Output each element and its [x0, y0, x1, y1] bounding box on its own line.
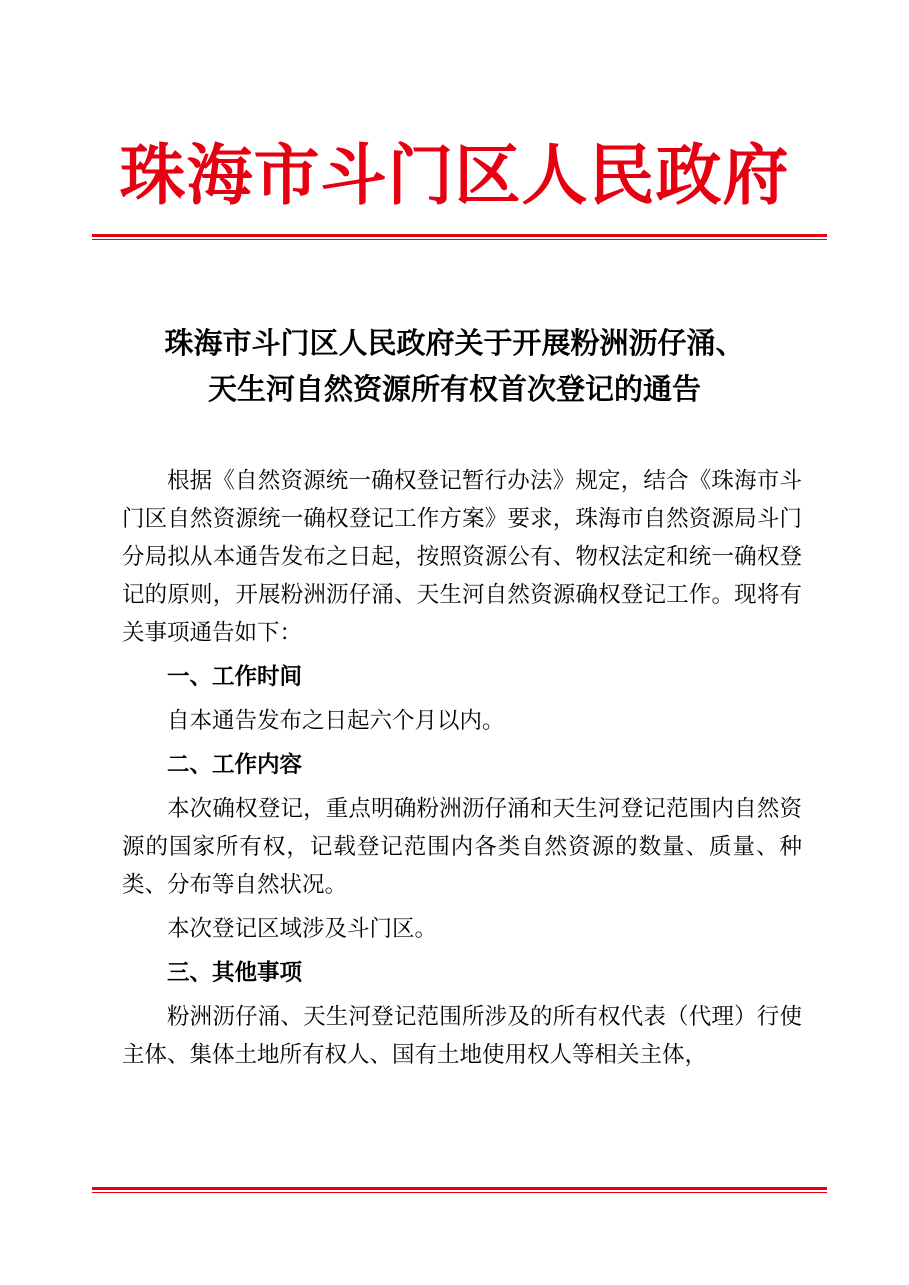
footer-red-rule [92, 1187, 827, 1194]
section-1-heading: 一、工作时间 [167, 664, 303, 690]
notice-body [122, 462, 802, 1080]
issuer-header: 珠海市斗门区人民政府 [119, 136, 790, 214]
section-3-paragraph: 粉洲沥仔涌、天生河登记范围所涉及的所有权代表（代理）行使主体、集体土地所有权人、国有土地使用权人等相关主体， [122, 1004, 802, 1068]
section-2-paragraph-2: 本次登记区域涉及斗门区。 [167, 916, 438, 942]
header-rule-thick-line [92, 234, 827, 237]
section-3-heading: 三、其他事项 [167, 960, 303, 986]
section-2-paragraph-1: 本次确权登记，重点明确粉洲沥仔涌和天生河登记范围内自然资源的国家所有权，记载登记范围内各类自然资源的数量、质量、种类、分布等自然状况。 [122, 796, 802, 898]
notice-title-line-2: 天生河自然资源所有权首次登记的通告 [207, 372, 701, 406]
section-1-paragraph: 自本通告发布之日起六个月以内。 [167, 708, 505, 734]
footer-rule-thick-line [92, 1187, 827, 1190]
notice-title-line-1: 珠海市斗门区人民政府关于开展粉洲沥仔涌、 [164, 326, 745, 360]
section-2-heading: 二、工作内容 [167, 752, 303, 778]
footer-rule-thin-line [92, 1192, 827, 1193]
header-rule-thin-line [92, 239, 827, 240]
notice-title [60, 320, 849, 412]
header-red-rule [92, 234, 827, 241]
intro-paragraph: 根据《自然资源统一确权登记暂行办法》规定，结合《珠海市斗门区自然资源统一确权登记工作方案》要求，珠海市自然资源局斗门分局拟从本通告发布之日起，按照资源公有、物权法定和统一确权登记的原则，开展粉洲沥仔涌、天生河自然资源确权登记工作。现将有关事项通告如下： [122, 468, 802, 646]
